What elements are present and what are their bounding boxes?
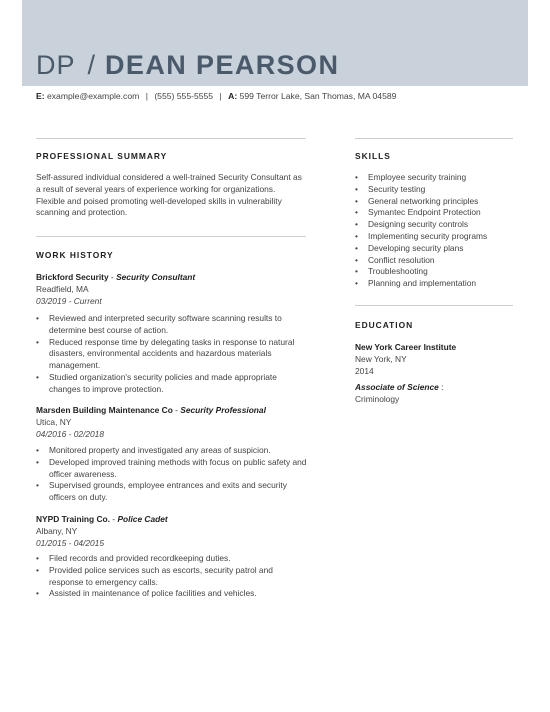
job-bullet: • Supervised grounds, employee entrances and exits and security officers on duty. [36, 480, 308, 504]
job-bullet: • Studied organization's security policies and made appropriate changes to improve protection. [36, 372, 306, 396]
education-degree: Associate of Science [355, 382, 439, 392]
skill-item: • Symantec Endpoint Protection [355, 207, 515, 219]
skill-item: • Security testing [355, 184, 515, 196]
job-bullet: • Filed records and provided recordkeeping duties. [36, 553, 306, 565]
education-field: Criminology [355, 394, 400, 404]
contact-divider: | [219, 91, 222, 101]
job-bullets [36, 553, 306, 600]
candidate-name-heading [36, 48, 339, 82]
email-label: E: [36, 91, 45, 101]
job-bullet: • Monitored property and investigated any areas of suspicion. [36, 445, 308, 457]
education-degree-line [355, 382, 443, 392]
education-degree-suffix: : [441, 382, 444, 392]
job-bullets [36, 445, 308, 504]
phone: (555) 555-5555 [154, 91, 214, 101]
full-name: DEAN PEARSON [105, 50, 340, 80]
name-separator: / [87, 50, 96, 80]
job-title: Brickford Security - Security Consultant [36, 272, 196, 282]
job-location: Albany, NY [36, 526, 78, 536]
education-heading: EDUCATION [355, 320, 414, 330]
work-history-heading: WORK HISTORY [36, 250, 114, 260]
job-company: Brickford Security [36, 272, 109, 282]
job-title: Marsden Building Maintenance Co - Security Professional [36, 405, 266, 415]
education-year: 2014 [355, 366, 374, 376]
job-title: NYPD Training Co. - Police Cadet [36, 514, 168, 524]
skill-item: • Troubleshooting [355, 266, 515, 278]
job-bullet: • Assisted in maintenance of police facilities and vehicles. [36, 588, 306, 600]
skills-heading: SKILLS [355, 151, 391, 161]
contact-line [36, 91, 396, 101]
skill-item: • Planning and implementation [355, 278, 515, 290]
address-label: A: [228, 91, 238, 101]
job-bullets [36, 313, 306, 396]
divider [36, 236, 306, 237]
job-role: Security Professional [180, 405, 266, 415]
skill-item: • Designing security controls [355, 219, 515, 231]
job-bullet: • Reviewed and interpreted security software scanning results to determine best course of action. [36, 313, 306, 337]
job-dates: 01/2015 - 04/2015 [36, 538, 104, 548]
education-location: New York, NY [355, 354, 407, 364]
skill-item: • Employee security training [355, 172, 515, 184]
contact-divider: | [145, 91, 148, 101]
job-company: NYPD Training Co. [36, 514, 110, 524]
summary-heading: PROFESSIONAL SUMMARY [36, 151, 168, 161]
divider [355, 138, 513, 139]
job-location: Readfield, MA [36, 284, 89, 294]
skill-item: • Conflict resolution [355, 255, 515, 267]
divider [355, 305, 513, 306]
job-dates: 03/2019 - Current [36, 296, 102, 306]
skill-item: • Implementing security programs [355, 231, 515, 243]
job-bullet: • Developed improved training methods with focus on public safety and officer awareness. [36, 457, 308, 481]
job-role: Security Consultant [116, 272, 196, 282]
job-role: Police Cadet [117, 514, 168, 524]
job-location: Utica, NY [36, 417, 72, 427]
summary-text: Self-assured individual considered a well-trained Security Consultant as a result of several years of experience working for organizations. Flexible and poised promoting well-developed skills in vulnerability scanning and protection. [36, 172, 302, 218]
job-dates: 04/2016 - 02/2018 [36, 429, 104, 439]
education-school: New York Career Institute [355, 342, 457, 352]
divider [36, 138, 306, 139]
job-bullet: • Provided police services such as escorts, security patrol and response to emergency calls. [36, 565, 306, 589]
skill-item: • General networking principles [355, 196, 515, 208]
job-company: Marsden Building Maintenance Co [36, 405, 173, 415]
skills-list [355, 172, 515, 290]
address: 599 Terror Lake, San Thomas, MA 04589 [239, 91, 397, 101]
initials: DP [36, 50, 76, 80]
skill-item: • Developing security plans [355, 243, 515, 255]
email: example@example.com [46, 91, 140, 101]
job-bullet: • Reduced response time by delegating tasks in response to natural disasters, environmental accidents and hazardous materials management. [36, 337, 306, 372]
